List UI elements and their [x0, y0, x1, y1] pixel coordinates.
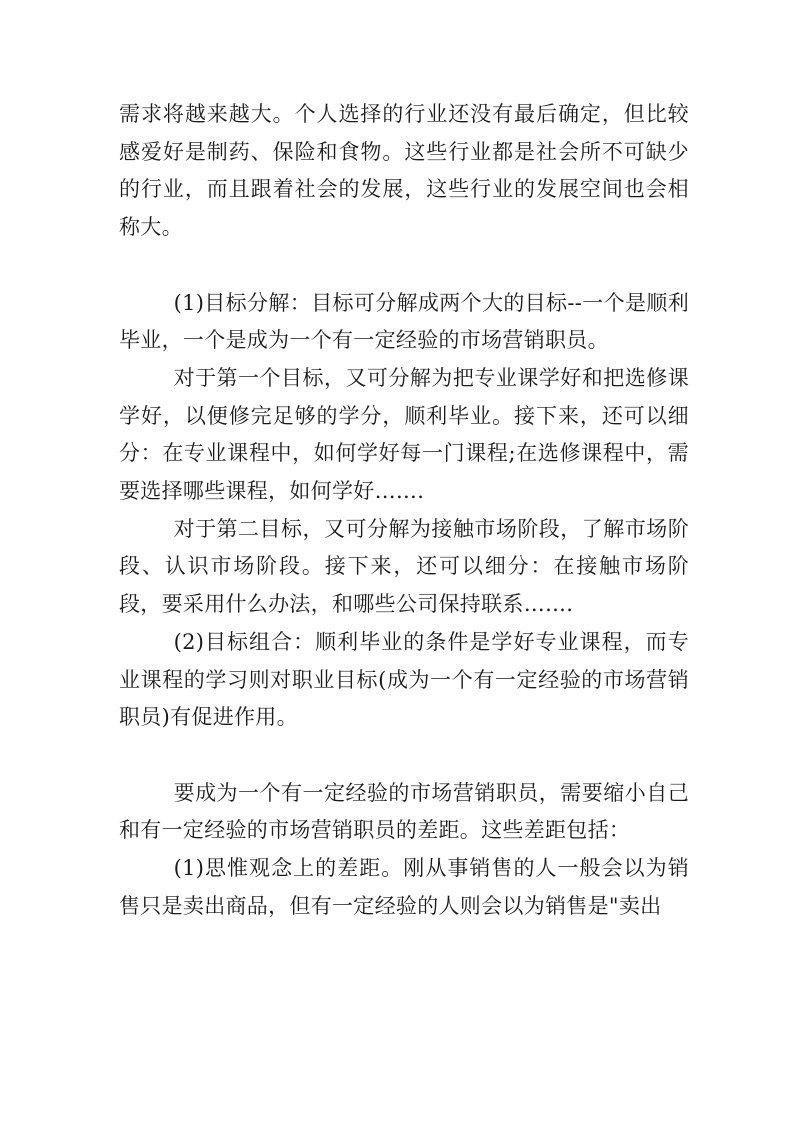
paragraph-spacer: [119, 247, 689, 285]
paragraph-goal-decomposition: (1)目标分解：目标可分解成两个大的目标--一个是顺利毕业，一个是成为一个有一定经验的市场营销职员。: [119, 290, 689, 353]
paragraph-mindset-gap: (1)思惟观念上的差距。刚从事销售的人一般会以为销售只是卖出商品，但有一定经验的人则会以为销售是"卖出: [119, 856, 689, 918]
footer-mark: ·: [116, 1040, 118, 1046]
paragraph-first-goal: 对于第一个目标，又可分解为把专业课学好和把选修课学好，以便修完足够的学分，顺利毕业。接下来，还可以细分：在专业课程中，如何学好每一门课程;在选修课程中，需要选择哪些课程，如何学好…….: [119, 365, 689, 504]
paragraph-spacer: [119, 737, 689, 775]
paragraph-gap-intro: 要成为一个有一定经验的市场营销职员，需要缩小自己和有一定经验的市场营销职员的差距。这些差距包括：: [119, 780, 689, 843]
document-body: [119, 96, 689, 925]
paragraph-goal-combination: (2)目标组合：顺利毕业的条件是学好专业课程，而专业课程的学习则对职业目标(成为一个有一定经验的市场营销职员)有促进作用。: [119, 629, 689, 730]
paragraph-industry-outlook: 需求将越来越大。个人选择的行业还没有最后确定，但比较感爱好是制药、保险和食物。这些行业都是社会所不可缺少的行业，而且跟着社会的发展，这些行业的发展空间也会相称大。: [119, 102, 689, 240]
paragraph-second-goal: 对于第二目标，又可分解为接触市场阶段，了解市场阶段、认识市场阶段。接下来，还可以细分：在接触市场阶段，要采用什么办法，和哪些公司保持联系…….: [119, 516, 689, 617]
